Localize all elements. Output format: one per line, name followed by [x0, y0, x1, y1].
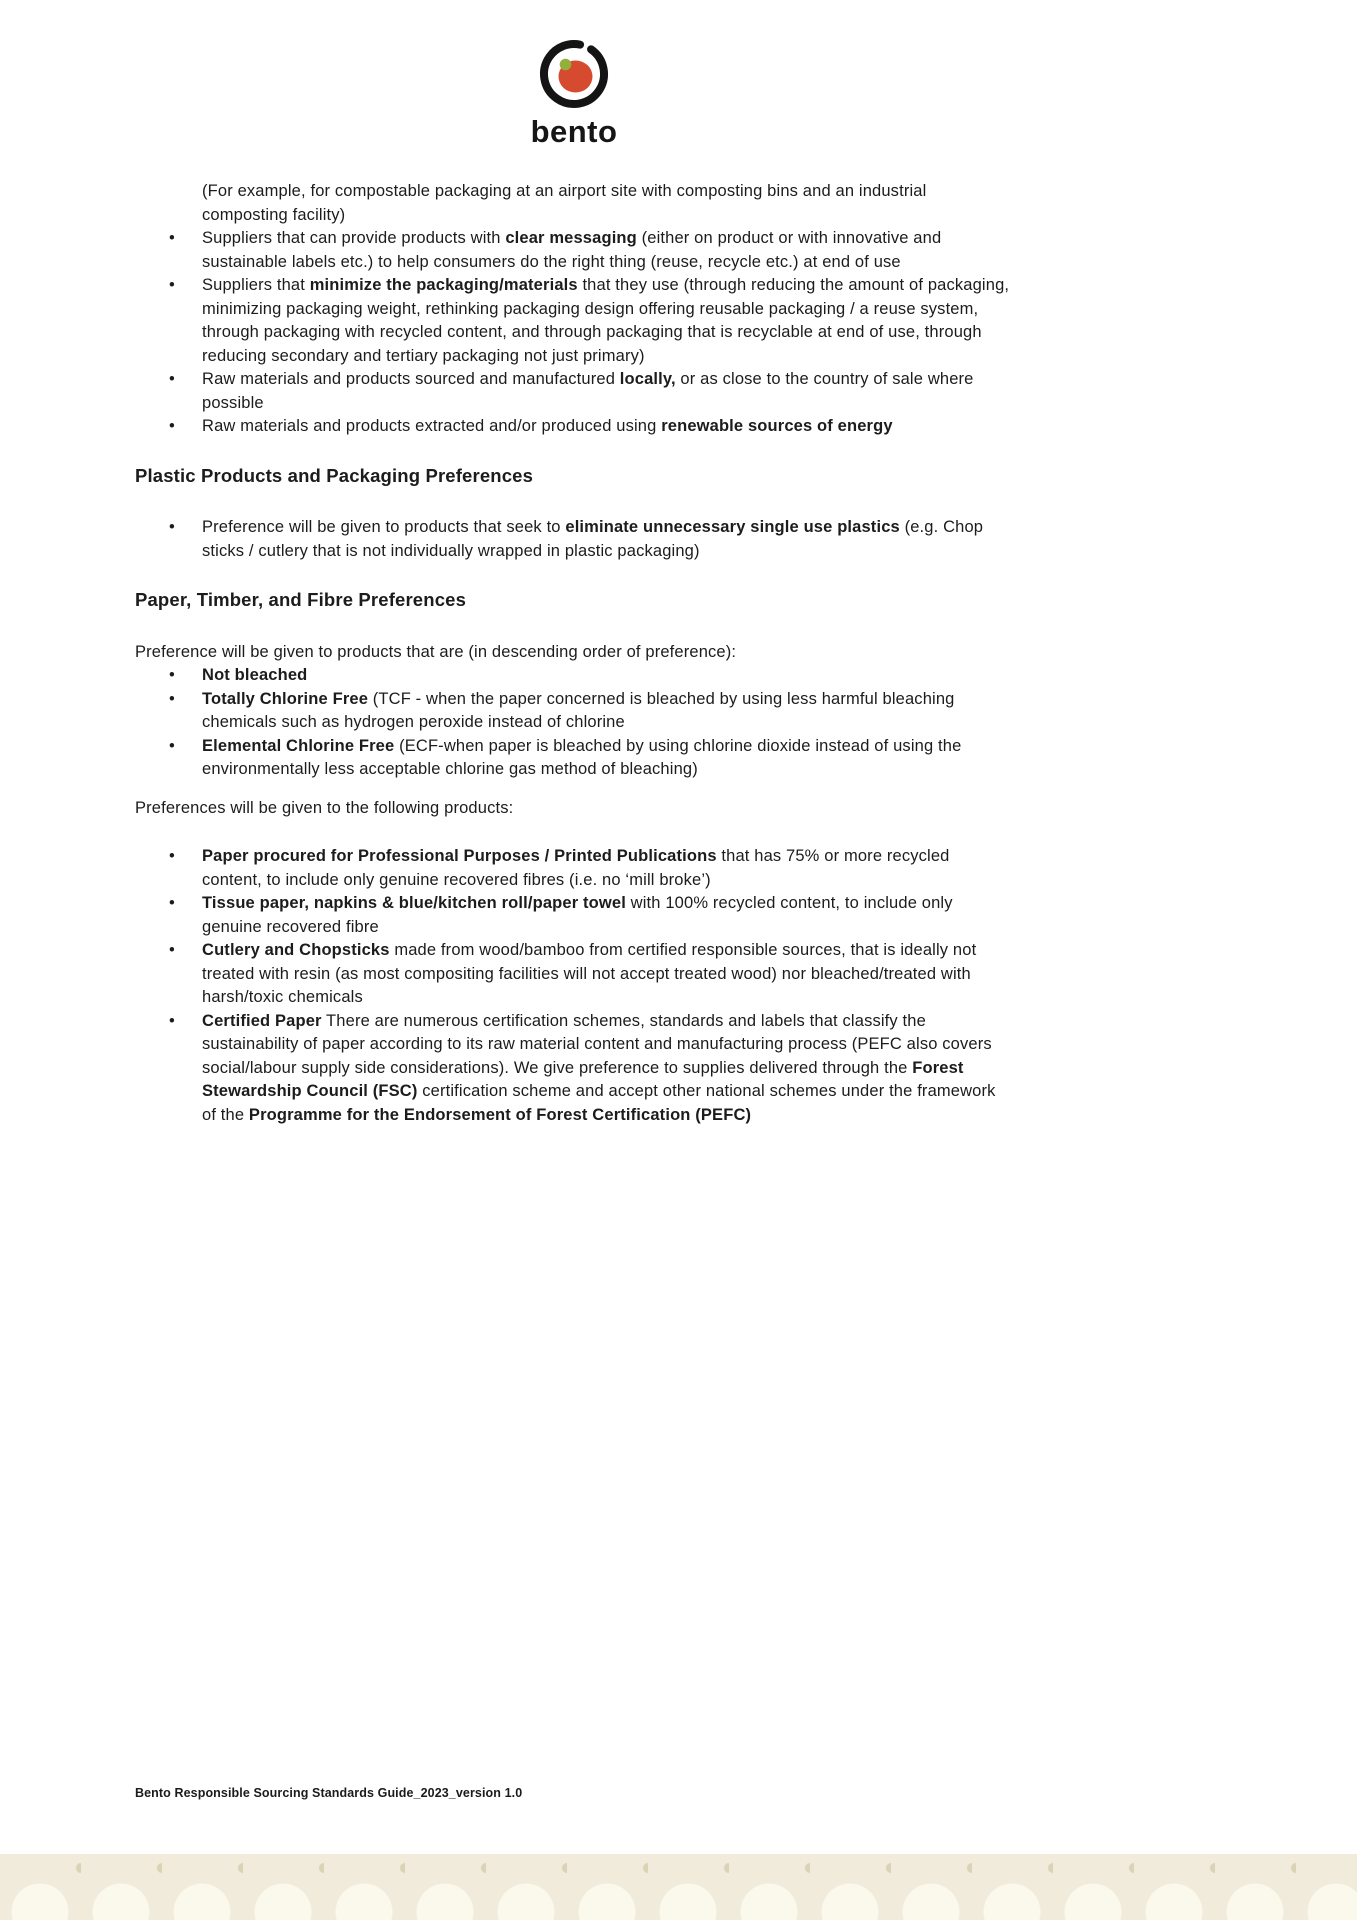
spacer — [135, 820, 1013, 845]
bullet-item: • Raw materials and products sourced and manufactured locally, or as close to the country of sale where possible — [135, 368, 1013, 415]
heading: Plastic Products and Packaging Preferences — [135, 464, 534, 486]
bullet-item: • Tissue paper, napkins & blue/kitchen roll/paper towel with 100% recycled content, to include only genuine recovered fibre — [135, 892, 1013, 939]
document-footer: Bento Responsible Sourcing Standards Guide_2023_version 1.0 — [135, 1786, 523, 1800]
paragraph: (For example, for compostable packaging at an airport site with composting bins and an industrial composting facility) — [202, 182, 927, 224]
bullet-item: • Cutlery and Chopsticks made from wood/bamboo from certified responsible sources, that is ideally not treated with resin (as most compositing facilities will not accept treated wood) nor bleached/treated with harsh/toxic chemicals — [135, 939, 1013, 1010]
bento-logo-icon — [529, 34, 619, 118]
brand-wordmark: bento — [530, 114, 618, 149]
decorative-footer-border — [0, 1854, 1357, 1920]
bullet-item: • Suppliers that minimize the packaging/materials that they use (through reducing the amount of packaging, minimizing packaging weight, rethinking packaging design offering reusable packaging / a reuse system, through packaging with recycled content, and through packaging that is recyclable at end of use, through reducing secondary and tertiary packaging not just primary) — [135, 274, 1013, 368]
logo-leaf — [560, 59, 572, 71]
bullet-item: • Certified Paper There are numerous certification schemes, standards and labels that classify the sustainability of paper according to its raw material content and manufacturing process (PEFC also covers social/labour supply side considerations). We give preference to supplies delivered through the Forest Stewardship Council (FSC) certification scheme and accept other national schemes under the framework of the Programme for the Endorsement of Forest Certification (PEFC) — [135, 1010, 1013, 1128]
bullet-item: • Paper procured for Professional Purposes / Printed Publications that has 75% or more recycled content, to include only genuine recovered fibres (i.e. no ‘mill broke’) — [135, 845, 1013, 892]
paragraph: Preferences will be given to the following products: — [135, 798, 514, 817]
bullet-item: • Preference will be given to products that seek to eliminate unnecessary single use plastics (e.g. Chop sticks / cutlery that is not individually wrapped in plastic packaging) — [135, 516, 1013, 563]
bullet-item: • Suppliers that can provide products with clear messaging (either on product or with innovative and sustainable labels etc.) to help consumers do the right thing (reuse, recycle etc.) at end of use — [135, 227, 1013, 274]
bullet-item: • Raw materials and products extracted and/or produced using renewable sources of energy — [135, 415, 1013, 439]
bullet-item: • Elemental Chlorine Free (ECF-when paper is bleached by using chlorine dioxide instead of using the environmentally less acceptable chlorine gas method of bleaching) — [135, 735, 1013, 782]
bento-logo — [135, 34, 1013, 150]
document-blocks — [135, 180, 1013, 1127]
bullet-item: • Not bleached — [135, 664, 1013, 688]
heading: Paper, Timber, and Fibre Preferences — [135, 589, 467, 610]
bullet-item: • Totally Chlorine Free (TCF - when the paper concerned is bleached by using less harmful bleaching chemicals such as hydrogen peroxide instead of chlorine — [135, 688, 1013, 735]
paragraph: Preference will be given to products that are (in descending order of preference): — [135, 642, 737, 661]
